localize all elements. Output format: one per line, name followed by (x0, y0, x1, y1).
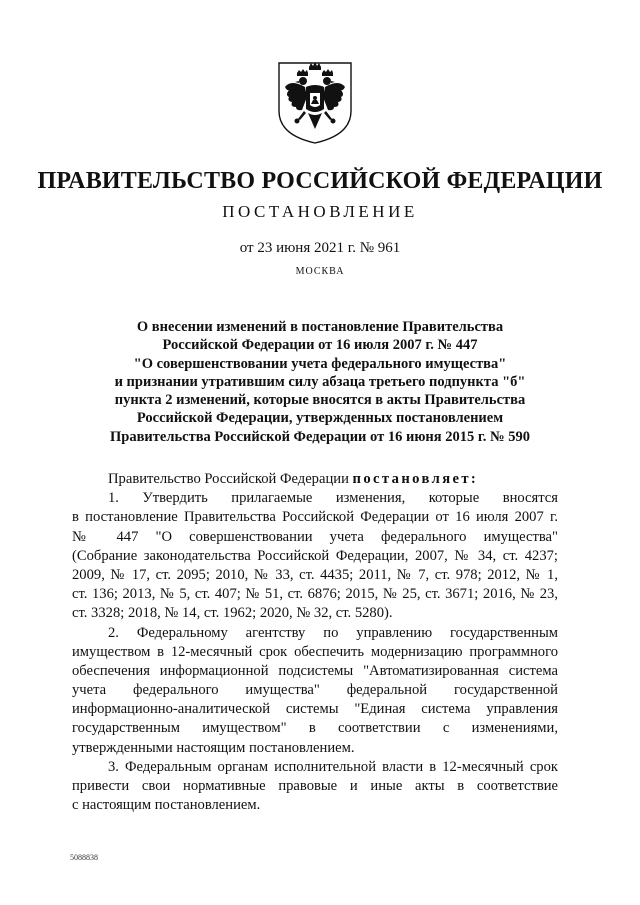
subject-line: О внесении изменений в постановление Правительства (136, 319, 504, 335)
city-name: МОСКВА (295, 266, 345, 277)
paragraph-line: № 447 "О совершенствовании учета федерального имущества" (72, 528, 558, 545)
subject-line: Российской Федерации от 16 июля 2007 г. № 447 (162, 337, 478, 354)
decree-body (72, 470, 558, 815)
paragraph-line: 1. Утвердить прилагаемые изменения, которые вносятся (108, 490, 558, 507)
preamble-text: Правительство Российской Федерации (108, 471, 349, 487)
date-number-line: от 23 июня 2021 г. № 961 (239, 240, 401, 256)
subject-line: Российской Федерации, утвержденных постановлением (136, 410, 504, 427)
preamble-verb: постановляет: (352, 471, 479, 487)
paragraph-line: в постановление Правительства Российской Федерации от 16 июля 2007 г. (72, 509, 558, 526)
paragraph-line: привести свои нормативные правовые и иные акты в соответствие (72, 778, 558, 794)
paragraph-line: ст. 3328; 2018, № 14, ст. 1962; 2020, № 32, ст. 5280). (72, 605, 393, 622)
subject-line: Правительства Российской Федерации от 16 июня 2015 г. № 590 (110, 428, 530, 445)
paragraph-line: с настоящим постановлением. (72, 797, 261, 814)
paragraph-line: информационно-аналитической системы "Единая система управления (72, 701, 558, 718)
government-title: ПРАВИТЕЛЬСТВО РОССИЙСКОЙ ФЕДЕРАЦИИ (37, 168, 603, 194)
paragraph-line: утвержденными настоящим постановлением. (72, 739, 355, 756)
paragraph-1 (72, 489, 558, 623)
document-type: ПОСТАНОВЛЕНИЕ (222, 202, 418, 221)
paragraph-line: учета федерального имущества" федеральной государственной (72, 682, 558, 699)
paragraph-line: 2009, № 17, ст. 2095; 2010, № 33, ст. 4435; 2011, № 7, ст. 978; 2012, № 1, (72, 566, 558, 583)
paragraph-line: имуществом в 12-месячный срок обеспечить модернизацию программного (72, 643, 558, 660)
subject-line: и признании утратившим силу абзаца третьего подпункта "б" (114, 373, 526, 390)
coat-of-arms-icon (275, 57, 355, 145)
paragraph-line: государственным имуществом" в соответствии с изменениями, (72, 720, 558, 737)
document-code: 5088838 (70, 853, 98, 862)
paragraph-line: 3. Федеральным органам исполнительной власти в 12-месячный срок (108, 758, 558, 775)
paragraph-3 (72, 758, 558, 816)
subject-line: пункта 2 изменений, которые вносятся в акты Правительства (114, 392, 526, 409)
paragraph-line: ст. 136; 2013, № 5, ст. 407; № 51, ст. 6876; 2015, № 25, ст. 3671; 2016, № 23, (72, 586, 558, 603)
subject-line: "О совершенствовании учета федерального имущества" (133, 355, 507, 372)
paragraph-2 (72, 624, 558, 758)
paragraph-line: 2. Федеральному агентству по управлению государственным (108, 624, 558, 641)
decree-subject (70, 318, 570, 446)
paragraph-line: обеспечения информационной подсистемы "Автоматизированная система (72, 662, 558, 679)
paragraph-line: (Собрание законодательства Российской Федерации, 2007, № 34, ст. 4237; (72, 547, 558, 564)
preamble (72, 470, 558, 489)
